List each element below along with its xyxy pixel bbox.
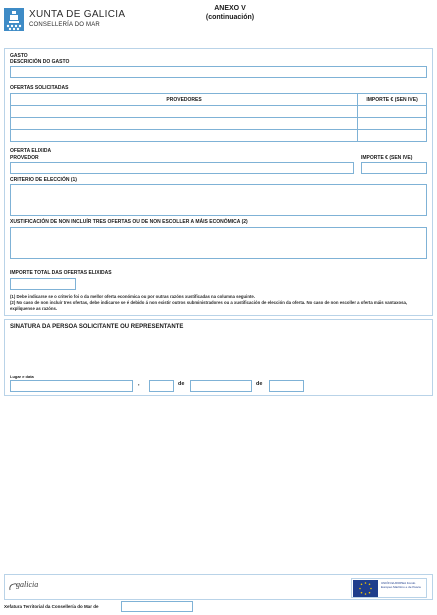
xustificacion-label: XUSTIFICACIÓN DE NON INCLUÍR TRES OFERTAS OU DE NON ESCOLLER A MÁIS ECONÓMICA (2): [10, 219, 248, 225]
galicia-logo: [8, 580, 48, 594]
importe-cell[interactable]: [358, 106, 427, 118]
sinatura-title: SINATURA DA PERSOA SOLICITANTE OU REPRESENTANTE: [10, 324, 184, 330]
provedor-cell[interactable]: [11, 118, 358, 130]
footnote-1: (1) Debe indicarse se o criterio foi o da mellor oferta económica ou por outras razóns xustificadas na columna seguinte.: [10, 294, 255, 299]
xunta-crest-icon: [4, 8, 24, 31]
elixida-section-label: OFERTA ELIXIDA: [10, 148, 52, 154]
footnotes: [10, 294, 427, 312]
provedor-label: PROVEDOR: [10, 155, 39, 161]
comma-separator: ,: [138, 381, 140, 387]
xefatura-field[interactable]: [121, 601, 193, 612]
col-importe: IMPORTE € (SEN IVE): [358, 94, 427, 106]
criterio-field[interactable]: [10, 184, 427, 216]
xefatura-label: Xefatura Territorial da Consellería do Mar de: [4, 604, 99, 609]
footnote-2: (2) No caso de non incluír tres ofertas, debe indicarse se é debido á non existir outros subministradores ou a xustificación de elección da oferta. No caso de non escoller a oferta máis vantaxosa, explíquense as razóns.: [10, 300, 408, 311]
table-row: [11, 106, 427, 118]
eu-flag-icon: [353, 580, 378, 597]
provedor-field[interactable]: [10, 162, 354, 174]
place-field[interactable]: [10, 380, 133, 392]
importe-cell[interactable]: [358, 118, 427, 130]
provedor-cell[interactable]: [11, 130, 358, 142]
annex-title: ANEXO V: [214, 5, 246, 12]
col-provedores: PROVEDORES: [11, 94, 358, 106]
ofertas-table: [10, 93, 427, 142]
table-row: [11, 118, 427, 130]
importe-total-label: IMPORTE TOTAL DAS OFERTAS ELIXIDAS: [10, 270, 112, 276]
de-separator-1: de: [178, 381, 185, 387]
month-field[interactable]: [190, 380, 252, 392]
descricion-field[interactable]: [10, 66, 427, 78]
importe-total-field[interactable]: [10, 278, 76, 290]
provedor-cell[interactable]: [11, 106, 358, 118]
criterio-label: CRITERIO DE ELECCIÓN (1): [10, 177, 77, 183]
day-field[interactable]: [149, 380, 174, 392]
galicia-logo-text: galicia: [16, 580, 39, 589]
year-field[interactable]: [269, 380, 304, 392]
org-subtitle: CONSELLERÍA DO MAR: [29, 22, 100, 28]
table-row: [11, 130, 427, 142]
gasto-section-label: GASTO: [10, 53, 28, 59]
importe-cell[interactable]: [358, 130, 427, 142]
de-separator-2: de: [256, 381, 263, 387]
ofertas-section-label: OFERTAS SOLICITADAS: [10, 85, 69, 91]
eu-text: UNIÓN EUROPEA Fondo Europeo Marítimo e de Pesca: [381, 581, 421, 589]
importe-label: IMPORTE € (SEN IVE): [361, 155, 413, 161]
descricion-label: DESCRICIÓN DO GASTO: [10, 59, 70, 65]
place-date-label: Lugar e data: [10, 374, 34, 379]
ofertas-header-row: [11, 94, 427, 106]
annex-subtitle: (continuación): [205, 14, 255, 21]
importe-field[interactable]: [361, 162, 427, 174]
eu-logo-box: [351, 578, 427, 598]
org-title: XUNTA DE GALICIA: [29, 9, 126, 20]
xustificacion-field[interactable]: [10, 227, 427, 259]
annex-heading: [200, 4, 260, 22]
